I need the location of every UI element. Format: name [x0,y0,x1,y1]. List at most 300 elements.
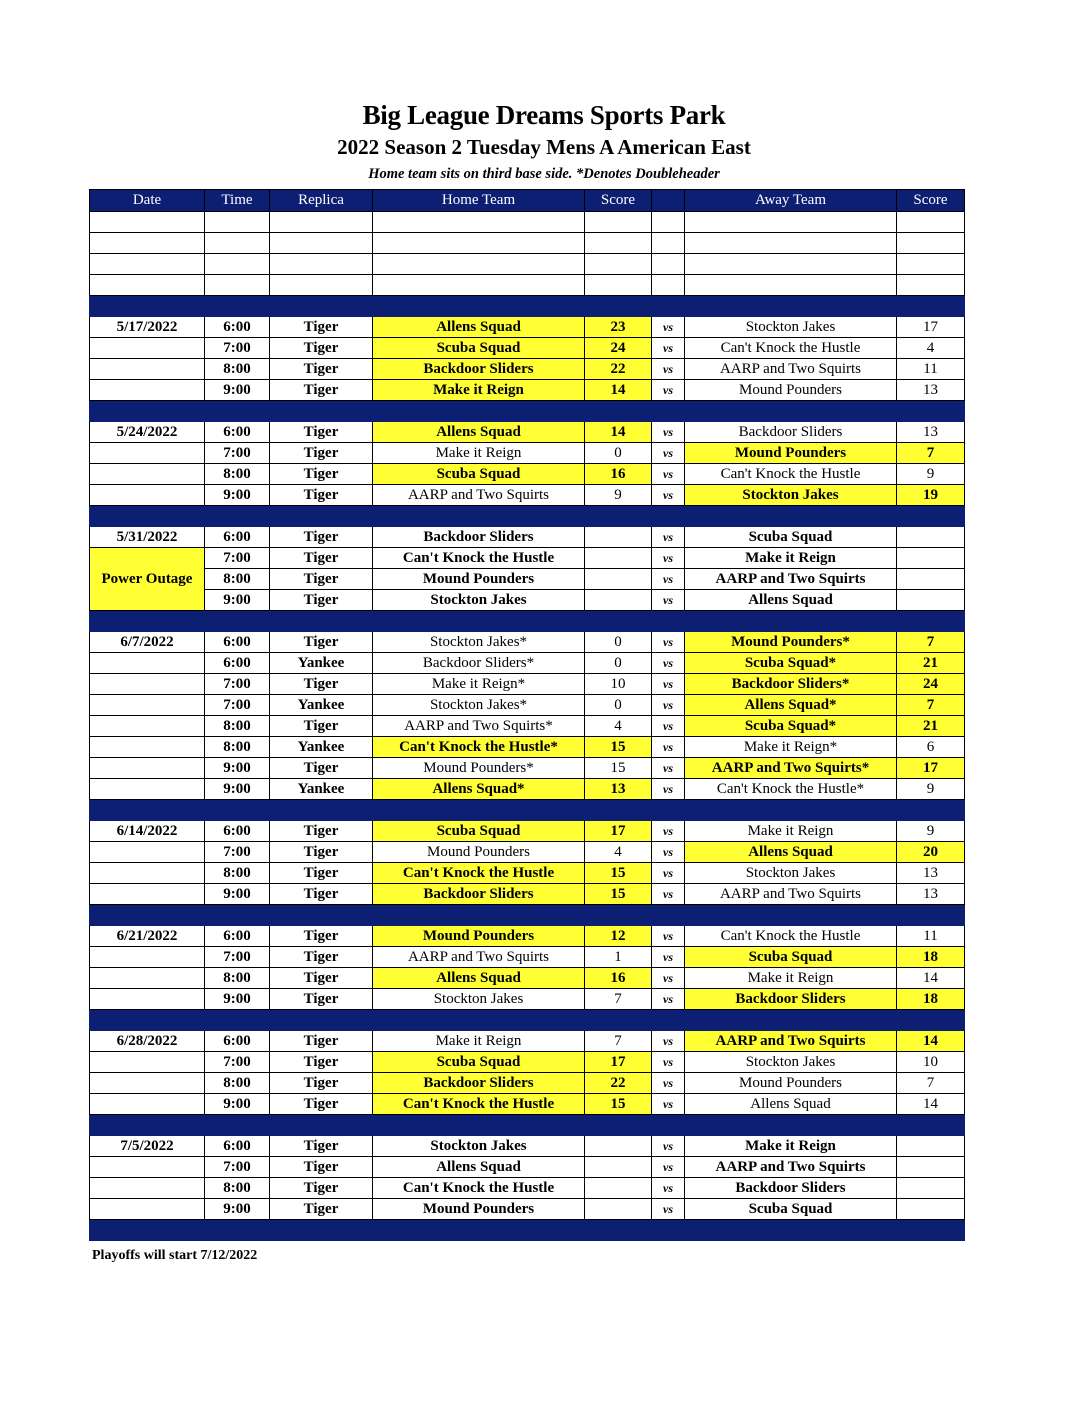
time-cell: 7:00 [205,674,270,695]
time-cell: 6:00 [205,422,270,443]
home-team-cell: AARP and Two Squirts [373,485,585,506]
away-team-cell: Mound Pounders* [685,632,897,653]
empty-cell [205,212,270,233]
away-score-cell [897,1199,965,1220]
time-cell: 7:00 [205,338,270,359]
date-cell [90,842,205,863]
time-cell: 9:00 [205,758,270,779]
separator-row [90,506,965,527]
vs-label: vs [652,1178,685,1199]
home-score-cell [585,1157,652,1178]
empty-cell [652,212,685,233]
away-team-cell: Scuba Squad* [685,716,897,737]
away-score-cell: 9 [897,821,965,842]
game-row [90,842,965,863]
time-cell: 9:00 [205,884,270,905]
vs-label: vs [652,653,685,674]
empty-cell [205,905,270,926]
home-team-cell: Mound Pounders* [373,758,585,779]
vs-label: vs [652,1073,685,1094]
empty-cell [897,1010,965,1031]
date-cell [90,779,205,800]
empty-cell [373,1220,585,1241]
home-team-cell: Stockton Jakes [373,1136,585,1157]
home-team-cell: Allens Squad [373,422,585,443]
date-cell [90,590,205,611]
replica-cell: Tiger [270,380,373,401]
home-score-cell [585,548,652,569]
home-team-cell: AARP and Two Squirts* [373,716,585,737]
empty-cell [205,254,270,275]
replica-cell: Tiger [270,863,373,884]
away-score-cell: 19 [897,485,965,506]
date-cell [90,380,205,401]
home-score-cell: 16 [585,968,652,989]
away-team-cell: Backdoor Sliders* [685,674,897,695]
home-team-cell: Can't Knock the Hustle [373,1094,585,1115]
replica-cell: Yankee [270,737,373,758]
home-team-cell: Allens Squad [373,1157,585,1178]
empty-cell [205,296,270,317]
replica-cell: Tiger [270,1073,373,1094]
away-score-cell: 14 [897,1094,965,1115]
time-cell: 9:00 [205,1199,270,1220]
empty-cell [205,1010,270,1031]
empty-cell [652,233,685,254]
replica-cell: Tiger [270,359,373,380]
home-score-cell: 15 [585,863,652,884]
away-score-cell: 13 [897,422,965,443]
empty-cell [90,611,205,632]
time-cell: 7:00 [205,842,270,863]
away-score-cell: 21 [897,653,965,674]
empty-cell [585,1220,652,1241]
empty-cell [652,296,685,317]
empty-cell [685,233,897,254]
time-cell: 8:00 [205,464,270,485]
date-cell: 7/5/2022 [90,1136,205,1157]
home-team-cell: Can't Knock the Hustle [373,548,585,569]
replica-cell: Tiger [270,590,373,611]
game-row [90,695,965,716]
time-cell: 8:00 [205,359,270,380]
away-team-cell: Mound Pounders [685,443,897,464]
replica-cell: Yankee [270,653,373,674]
empty-cell [685,254,897,275]
empty-row [90,254,965,275]
game-row [90,989,965,1010]
away-team-cell: Stockton Jakes [685,863,897,884]
game-row [90,1094,965,1115]
empty-cell [90,296,205,317]
empty-cell [652,611,685,632]
home-score-cell [585,1136,652,1157]
away-team-cell: Make it Reign* [685,737,897,758]
empty-cell [897,296,965,317]
empty-cell [90,506,205,527]
home-score-cell: 17 [585,821,652,842]
empty-cell [270,1010,373,1031]
date-cell [90,989,205,1010]
game-row [90,464,965,485]
date-cell [90,884,205,905]
date-cell: 5/31/2022 [90,527,205,548]
home-score-cell: 22 [585,359,652,380]
empty-cell [585,296,652,317]
time-cell: 6:00 [205,1031,270,1052]
empty-cell [652,800,685,821]
empty-cell [585,212,652,233]
date-cell [90,1073,205,1094]
away-team-cell: Allens Squad* [685,695,897,716]
home-score-cell: 1 [585,947,652,968]
home-score-cell [585,590,652,611]
away-team-cell: Scuba Squad [685,1199,897,1220]
home-team-cell: Backdoor Sliders [373,884,585,905]
game-row [90,527,965,548]
vs-label: vs [652,443,685,464]
time-cell: 7:00 [205,1157,270,1178]
header-note: Home team sits on third base side. *Denotes Doubleheader [368,166,720,182]
replica-cell: Tiger [270,464,373,485]
vs-label: vs [652,968,685,989]
empty-row [90,233,965,254]
away-score-cell: 9 [897,464,965,485]
date-cell [90,1178,205,1199]
away-score-cell: 7 [897,443,965,464]
away-score-cell: 14 [897,1031,965,1052]
empty-cell [90,1220,205,1241]
game-row [90,548,965,569]
time-cell: 6:00 [205,653,270,674]
away-score-cell: 11 [897,359,965,380]
vs-label: vs [652,1199,685,1220]
time-cell: 9:00 [205,590,270,611]
home-score-cell: 15 [585,884,652,905]
game-row [90,632,965,653]
empty-cell [373,275,585,296]
replica-cell: Tiger [270,989,373,1010]
time-cell: 9:00 [205,779,270,800]
date-cell [90,548,205,569]
empty-cell [585,611,652,632]
game-row [90,422,965,443]
home-score-cell: 0 [585,632,652,653]
home-score-cell: 4 [585,842,652,863]
time-cell: 6:00 [205,632,270,653]
empty-cell [685,905,897,926]
away-team-cell: Backdoor Sliders [685,422,897,443]
replica-cell: Tiger [270,1157,373,1178]
away-team-cell: Allens Squad [685,842,897,863]
away-team-cell: Can't Knock the Hustle [685,338,897,359]
col-away-team: Away Team [685,190,897,212]
date-cell [90,758,205,779]
time-cell: 8:00 [205,569,270,590]
date-cell [90,485,205,506]
separator-row [90,1220,965,1241]
away-team-cell: Scuba Squad* [685,653,897,674]
game-row [90,359,965,380]
home-team-cell: Allens Squad [373,317,585,338]
empty-cell [373,611,585,632]
home-team-cell: Mound Pounders [373,842,585,863]
away-team-cell: Allens Squad [685,590,897,611]
home-score-cell: 4 [585,716,652,737]
home-team-cell: Stockton Jakes* [373,695,585,716]
empty-cell [897,212,965,233]
away-score-cell: 4 [897,338,965,359]
game-row [90,1031,965,1052]
empty-cell [897,401,965,422]
away-team-cell: Make it Reign [685,968,897,989]
away-team-cell: AARP and Two Squirts [685,884,897,905]
away-team-cell: Mound Pounders [685,380,897,401]
away-score-cell: 21 [897,716,965,737]
empty-cell [205,800,270,821]
home-team-cell: Make it Reign [373,380,585,401]
home-team-cell: Make it Reign* [373,674,585,695]
replica-cell: Tiger [270,674,373,695]
empty-cell [90,1115,205,1136]
empty-cell [205,401,270,422]
away-team-cell: Allens Squad [685,1094,897,1115]
home-score-cell: 17 [585,1052,652,1073]
empty-row [90,275,965,296]
away-team-cell: Backdoor Sliders [685,989,897,1010]
away-score-cell: 7 [897,695,965,716]
vs-label: vs [652,1094,685,1115]
time-cell: 7:00 [205,1052,270,1073]
away-team-cell: Can't Knock the Hustle* [685,779,897,800]
date-cell [90,674,205,695]
empty-cell [585,1010,652,1031]
game-row [90,653,965,674]
empty-cell [90,401,205,422]
home-score-cell: 14 [585,422,652,443]
empty-cell [270,296,373,317]
empty-cell [897,1220,965,1241]
game-row [90,1073,965,1094]
empty-cell [373,254,585,275]
replica-cell: Tiger [270,1052,373,1073]
vs-label: vs [652,317,685,338]
empty-cell [205,1115,270,1136]
vs-label: vs [652,1136,685,1157]
home-score-cell [585,1178,652,1199]
date-cell [90,359,205,380]
away-team-cell: Stockton Jakes [685,485,897,506]
separator-row [90,905,965,926]
empty-cell [270,1115,373,1136]
separator-row [90,611,965,632]
separator-row [90,1115,965,1136]
replica-cell: Tiger [270,317,373,338]
footer-note: Playoffs will start 7/12/2022 [92,1248,258,1263]
home-score-cell: 15 [585,758,652,779]
replica-cell: Tiger [270,758,373,779]
game-row [90,779,965,800]
time-cell: 6:00 [205,926,270,947]
away-score-cell: 13 [897,884,965,905]
date-cell [90,464,205,485]
home-score-cell: 15 [585,737,652,758]
away-score-cell [897,1178,965,1199]
date-cell: 6/21/2022 [90,926,205,947]
away-team-cell: AARP and Two Squirts [685,569,897,590]
date-cell [90,863,205,884]
page-title: Big League Dreams Sports Park [362,100,726,130]
date-cell [90,1094,205,1115]
home-team-cell: Stockton Jakes [373,590,585,611]
empty-cell [652,401,685,422]
vs-label: vs [652,737,685,758]
empty-cell [585,506,652,527]
separator-row [90,1010,965,1031]
date-cell [90,443,205,464]
empty-cell [897,233,965,254]
separator-row [90,296,965,317]
replica-cell: Tiger [270,338,373,359]
empty-cell [897,275,965,296]
empty-cell [90,275,205,296]
home-team-cell: Backdoor Sliders [373,359,585,380]
home-team-cell: Scuba Squad [373,821,585,842]
empty-cell [897,1115,965,1136]
col-home-score: Score [585,190,652,212]
away-team-cell: AARP and Two Squirts [685,1031,897,1052]
home-score-cell: 12 [585,926,652,947]
game-row [90,926,965,947]
game-row [90,1157,965,1178]
home-team-cell: Mound Pounders [373,1199,585,1220]
replica-cell: Tiger [270,884,373,905]
home-score-cell: 0 [585,695,652,716]
home-score-cell: 24 [585,338,652,359]
home-score-cell [585,569,652,590]
replica-cell: Tiger [270,926,373,947]
home-score-cell: 13 [585,779,652,800]
home-team-cell: Backdoor Sliders* [373,653,585,674]
time-cell: 9:00 [205,380,270,401]
home-score-cell [585,527,652,548]
away-team-cell: AARP and Two Squirts [685,359,897,380]
replica-cell: Tiger [270,716,373,737]
time-cell: 9:00 [205,1094,270,1115]
game-row [90,590,965,611]
replica-cell: Tiger [270,1178,373,1199]
time-cell: 7:00 [205,443,270,464]
game-row [90,884,965,905]
replica-cell: Tiger [270,1136,373,1157]
vs-label: vs [652,569,685,590]
empty-cell [270,1220,373,1241]
home-score-cell: 7 [585,989,652,1010]
away-score-cell [897,590,965,611]
empty-cell [652,254,685,275]
away-score-cell: 18 [897,947,965,968]
empty-cell [373,233,585,254]
date-cell [90,695,205,716]
time-cell: 8:00 [205,1073,270,1094]
vs-label: vs [652,359,685,380]
away-score-cell: 6 [897,737,965,758]
vs-label: vs [652,1031,685,1052]
home-team-cell: Stockton Jakes [373,989,585,1010]
away-score-cell: 7 [897,632,965,653]
game-row [90,821,965,842]
date-cell [90,1199,205,1220]
game-row [90,338,965,359]
empty-cell [897,905,965,926]
empty-cell [585,275,652,296]
empty-cell [205,611,270,632]
empty-cell [373,212,585,233]
game-row [90,317,965,338]
home-score-cell: 0 [585,653,652,674]
away-team-cell: AARP and Two Squirts [685,1157,897,1178]
replica-cell: Tiger [270,443,373,464]
home-team-cell: Can't Knock the Hustle* [373,737,585,758]
col-away-score: Score [897,190,965,212]
col-time: Time [205,190,270,212]
empty-cell [685,401,897,422]
date-cell: Power Outage [90,569,205,590]
vs-label: vs [652,863,685,884]
away-score-cell: 13 [897,863,965,884]
away-score-cell: 7 [897,1073,965,1094]
away-team-cell: Stockton Jakes [685,317,897,338]
empty-cell [373,506,585,527]
game-row [90,1178,965,1199]
vs-label: vs [652,380,685,401]
time-cell: 7:00 [205,548,270,569]
game-row [90,485,965,506]
date-cell [90,338,205,359]
empty-cell [205,1220,270,1241]
home-team-cell: Allens Squad [373,968,585,989]
date-cell: 6/28/2022 [90,1031,205,1052]
vs-label: vs [652,674,685,695]
game-row [90,380,965,401]
replica-cell: Tiger [270,569,373,590]
empty-cell [373,1115,585,1136]
away-score-cell: 17 [897,758,965,779]
away-team-cell: Scuba Squad [685,527,897,548]
away-score-cell: 24 [897,674,965,695]
away-score-cell [897,569,965,590]
replica-cell: Tiger [270,1031,373,1052]
vs-label: vs [652,422,685,443]
date-cell [90,1157,205,1178]
empty-cell [652,1220,685,1241]
empty-cell [897,800,965,821]
empty-cell [90,254,205,275]
time-cell: 7:00 [205,947,270,968]
date-cell: 5/24/2022 [90,422,205,443]
time-cell: 8:00 [205,737,270,758]
replica-cell: Tiger [270,842,373,863]
empty-cell [205,506,270,527]
game-row [90,863,965,884]
empty-cell [685,1220,897,1241]
vs-label: vs [652,527,685,548]
empty-cell [90,212,205,233]
vs-label: vs [652,926,685,947]
away-team-cell: AARP and Two Squirts* [685,758,897,779]
time-cell: 8:00 [205,716,270,737]
empty-cell [585,905,652,926]
